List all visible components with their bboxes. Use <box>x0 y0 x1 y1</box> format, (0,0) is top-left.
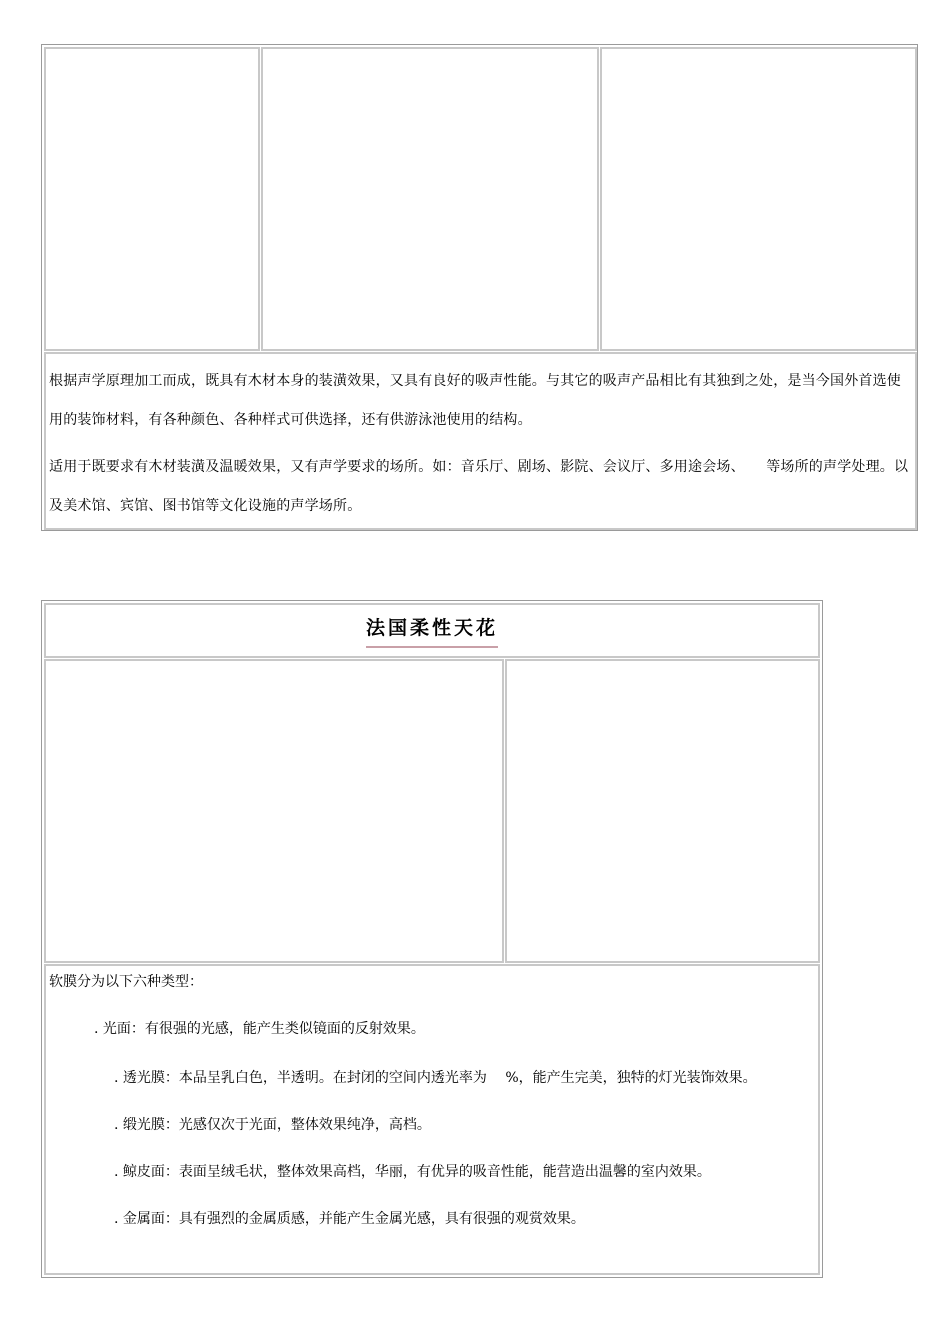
image-cell-1 <box>44 47 260 351</box>
list-item: . 鲸皮面：表面呈绒毛状，整体效果高档，华丽，有优异的吸音性能，能营造出温馨的室内效果。 <box>114 1164 711 1180</box>
application-paragraph: 适用于既要求有木材装潢及温暖效果，又有声学要求的场所。如：音乐厅、剧场、影院、会议厅、多用途会场、 等场所的声学处理。以及美术馆、宾馆、图书馆等文化设施的声学场所。 <box>49 459 909 514</box>
image-cell-2 <box>261 47 599 351</box>
product-table-flexible-ceiling <box>41 600 823 1278</box>
description-paragraph: 根据声学原理加工而成，既具有木材本身的装潢效果，又具有良好的吸声性能。与其它的吸声产品相比有其独到之处，是当今国外首选使用的装饰材料，有各种颜色、各种样式可供选择，还有供游泳池使用的结构。 <box>49 373 901 428</box>
types-cell <box>44 964 820 1275</box>
product-table-wood-acoustic <box>41 44 918 531</box>
image-cell-3 <box>600 47 917 351</box>
image-cell-right <box>505 659 820 963</box>
image-cell-left <box>44 659 504 963</box>
list-item: . 光面：有很强的光感，能产生类似镜面的反射效果。 <box>94 1021 425 1037</box>
list-item: . 缎光膜：光感仅次于光面，整体效果纯净，高档。 <box>114 1117 431 1133</box>
types-intro: 软膜分为以下六种类型： <box>49 974 203 990</box>
list-item: . 金属面：具有强烈的金属质感，并能产生金属光感，具有很强的观赏效果。 <box>114 1211 585 1227</box>
title-cell <box>44 603 820 658</box>
list-item: . 透光膜：本品呈乳白色，半透明。在封闭的空间内透光率为 %，能产生完美，独特的灯光装饰效果。 <box>114 1070 757 1086</box>
section-title: 法国柔性天花 <box>366 613 498 648</box>
description-cell <box>44 352 917 530</box>
